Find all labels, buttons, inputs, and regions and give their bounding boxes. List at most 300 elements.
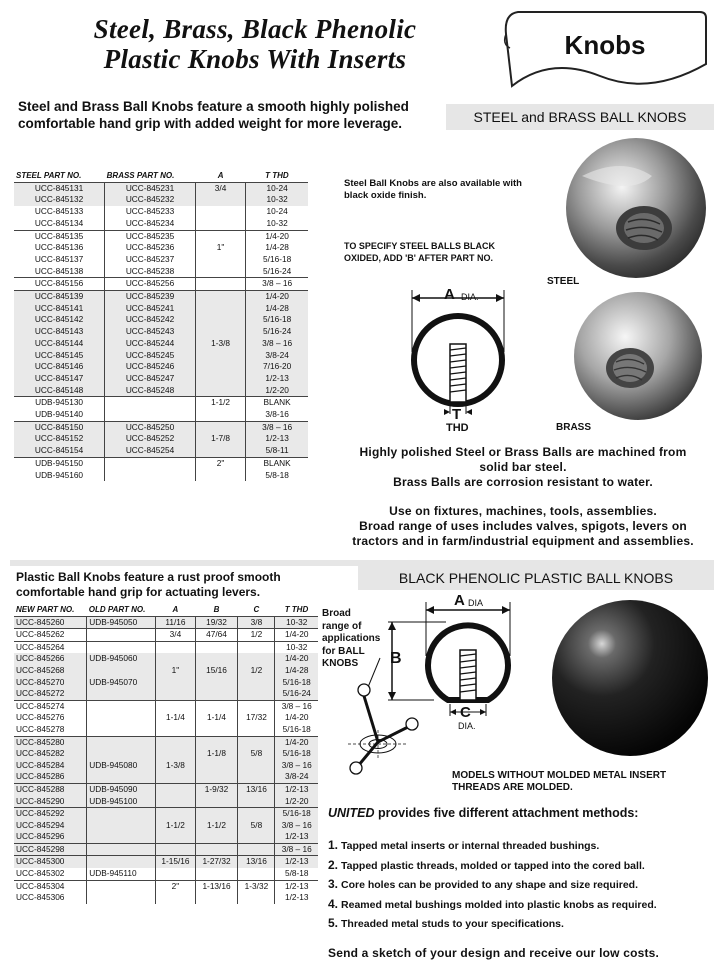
table-cell bbox=[238, 868, 275, 880]
table-cell bbox=[87, 880, 156, 892]
table-cell bbox=[195, 409, 245, 421]
table-cell: UCC-845282 bbox=[14, 748, 87, 760]
table-cell: UCC-845144 bbox=[14, 338, 105, 350]
table-cell: UCC-845133 bbox=[34, 206, 84, 217]
table-cell: UCC-845231 bbox=[105, 182, 196, 194]
table-cell: 10-24 bbox=[246, 182, 308, 194]
table-cell bbox=[156, 843, 195, 856]
table-cell bbox=[195, 361, 245, 373]
table-cell: UCC-845300 bbox=[14, 856, 87, 868]
col-steel-part: STEEL PART NO. bbox=[16, 171, 82, 180]
table-cell bbox=[105, 409, 196, 421]
table-cell: UCC-845278 bbox=[16, 723, 65, 734]
table-cell: 1/2-13 bbox=[275, 880, 318, 892]
table-cell bbox=[238, 688, 275, 700]
broad-line: range of bbox=[322, 620, 362, 632]
table-cell: UCC-845252 bbox=[105, 433, 196, 445]
table-cell: 1/4-20 bbox=[246, 230, 308, 242]
table-cell bbox=[195, 254, 245, 266]
steel-caption: STEEL bbox=[547, 276, 580, 287]
table-row bbox=[14, 433, 308, 445]
table-cell: UDB-945050 bbox=[87, 616, 156, 629]
table-cell bbox=[156, 868, 195, 880]
table-cell: UCC-845237 bbox=[105, 254, 196, 266]
table-cell: BLANK bbox=[246, 457, 308, 469]
table-cell bbox=[87, 736, 156, 748]
table-cell: UCC-845286 bbox=[14, 771, 87, 783]
brand-name: UNITED bbox=[328, 806, 375, 820]
page-title bbox=[10, 14, 500, 74]
table-cell: 5/8 bbox=[238, 820, 275, 832]
table-row bbox=[14, 700, 318, 712]
table-row bbox=[14, 385, 308, 397]
table-cell: 3/8-24 bbox=[275, 771, 318, 783]
table-cell: UCC-845136 bbox=[34, 242, 84, 253]
desc-line: Brass Balls are corrosion resistant to water. bbox=[393, 475, 653, 489]
diagram1-a-label: A bbox=[444, 286, 455, 303]
table-cell bbox=[156, 892, 195, 904]
table-cell: UCC-845272 bbox=[14, 688, 87, 700]
col-a: A bbox=[172, 605, 179, 614]
broad-line: KNOBS bbox=[322, 658, 359, 669]
table-cell: 10-24 bbox=[246, 206, 308, 218]
table-cell: 5/8 bbox=[238, 748, 275, 760]
table-cell bbox=[195, 278, 245, 291]
diagram1-t-label: T bbox=[452, 406, 462, 423]
table-cell: 1/4-20 bbox=[275, 712, 318, 724]
table-cell: 1-1/8 bbox=[195, 748, 238, 760]
col-c: C bbox=[253, 605, 260, 614]
table-cell: UCC-845148 bbox=[14, 385, 105, 397]
table-cell bbox=[156, 831, 195, 843]
table-cell bbox=[156, 641, 195, 653]
table-row bbox=[14, 748, 318, 760]
table-row bbox=[14, 373, 308, 385]
table-cell: UCC-845245 bbox=[105, 350, 196, 362]
table-row bbox=[14, 808, 318, 820]
table-cell bbox=[156, 748, 195, 760]
method-item bbox=[328, 856, 718, 876]
method-number: 3. bbox=[328, 877, 339, 891]
table-cell: UCC-845232 bbox=[105, 194, 196, 206]
table-cell bbox=[156, 724, 195, 736]
table-cell bbox=[87, 629, 156, 642]
table-cell bbox=[195, 314, 245, 326]
table-row bbox=[14, 856, 318, 868]
table-cell: UCC-845260 bbox=[14, 616, 87, 629]
table-cell: 13/16 bbox=[238, 783, 275, 795]
table-cell: 19/32 bbox=[195, 616, 238, 629]
table-cell bbox=[195, 760, 238, 772]
attachment-methods-list bbox=[328, 836, 718, 934]
table-cell bbox=[156, 736, 195, 748]
table-cell: UCC-845137 bbox=[34, 253, 84, 264]
table-cell: UDB-945070 bbox=[87, 677, 156, 689]
attachment-title-text: provides five different attachment methods: bbox=[374, 806, 639, 820]
steel-intro: Steel and Brass Ball Knobs feature a smooth highly polished comfortable hand grip with added weight for more leverage. bbox=[18, 99, 409, 131]
table-row bbox=[14, 194, 308, 206]
method-text: Core holes can be provided to any shape and size required. bbox=[341, 879, 639, 891]
table-cell: UCC-845150 bbox=[14, 421, 105, 433]
table-row bbox=[14, 182, 308, 194]
broad-line: for BALL bbox=[322, 645, 365, 657]
desc-line: Use on fixtures, machines, tools, assemblies. bbox=[389, 504, 657, 518]
table-cell: UCC-845266 bbox=[14, 653, 87, 665]
table-cell bbox=[238, 724, 275, 736]
table-cell: 10-32 bbox=[246, 194, 308, 206]
table-row bbox=[14, 783, 318, 795]
table-cell: UDB-945160 bbox=[35, 469, 84, 480]
table-cell: UCC-845154 bbox=[14, 445, 105, 457]
table-cell: 10-32 bbox=[246, 218, 308, 230]
broad-line: Broad bbox=[322, 608, 351, 619]
diagram2-c-label: C bbox=[460, 704, 471, 721]
table-row bbox=[14, 771, 318, 783]
table-cell: 1/2-13 bbox=[246, 373, 308, 385]
table-row bbox=[14, 291, 308, 303]
table-cell: 15/16 bbox=[195, 665, 238, 677]
table-row bbox=[14, 677, 318, 689]
table-cell: 1/2 bbox=[238, 665, 275, 677]
table-cell: 1/4-28 bbox=[275, 665, 318, 677]
table-row bbox=[14, 665, 318, 677]
table-cell: 3/8 – 16 bbox=[275, 700, 318, 712]
table-cell: UDB-945130 bbox=[14, 397, 105, 409]
models-line: THREADS ARE MOLDED. bbox=[452, 782, 573, 793]
table-cell: UCC-845142 bbox=[14, 314, 105, 326]
table-cell: 3/8 – 16 bbox=[246, 421, 308, 433]
desc-line: tractors and in farm/industrial equipment and assemblies. bbox=[352, 534, 694, 548]
table-cell bbox=[87, 820, 156, 832]
table-cell: UCC-845238 bbox=[105, 266, 196, 278]
table-row bbox=[14, 397, 308, 409]
table-cell: 1-1/2 bbox=[195, 397, 245, 409]
table-cell: 2" bbox=[195, 457, 245, 469]
table-row bbox=[14, 892, 318, 904]
table-cell: UCC-845138 bbox=[34, 265, 84, 276]
table-row bbox=[14, 218, 308, 230]
method-number: 4. bbox=[328, 896, 339, 911]
table-row bbox=[14, 641, 318, 653]
table-cell: 5/16-18 bbox=[275, 808, 318, 820]
table-cell: UDB-945080 bbox=[87, 760, 156, 772]
table-cell: UCC-845262 bbox=[14, 629, 87, 642]
table-cell: UCC-845135 bbox=[14, 230, 105, 242]
table-cell: 5/16-18 bbox=[246, 314, 308, 326]
table-row bbox=[14, 314, 308, 326]
table-cell bbox=[87, 808, 156, 820]
table-cell bbox=[87, 688, 156, 700]
table-row bbox=[14, 653, 318, 665]
table-cell: UCC-845152 bbox=[14, 433, 105, 445]
table-cell bbox=[195, 373, 245, 385]
table-row bbox=[14, 616, 318, 629]
diagram1-thd-label: THD bbox=[446, 422, 469, 434]
table-cell: 1/2-13 bbox=[275, 783, 318, 795]
table-cell bbox=[87, 831, 156, 843]
table-cell bbox=[195, 445, 245, 457]
table-cell: 5/16-18 bbox=[275, 748, 318, 760]
attachment-title bbox=[328, 806, 718, 820]
table-row bbox=[14, 338, 308, 350]
desc-line bbox=[330, 490, 716, 504]
table-cell bbox=[195, 653, 238, 665]
table-cell bbox=[195, 831, 238, 843]
method-number: 1. bbox=[328, 838, 339, 852]
table-row bbox=[14, 230, 308, 242]
table-row bbox=[14, 409, 308, 421]
table-cell bbox=[87, 843, 156, 856]
table-cell: 1/2-13 bbox=[275, 856, 318, 868]
table-row bbox=[14, 361, 308, 373]
table-cell bbox=[195, 421, 245, 433]
table-cell: 1/2 bbox=[238, 629, 275, 642]
table-cell: UCC-845290 bbox=[14, 796, 87, 808]
col-a: A bbox=[217, 171, 224, 180]
steel-ball-image bbox=[552, 136, 718, 286]
table-cell: 11/16 bbox=[156, 616, 195, 629]
table-cell: UCC-845264 bbox=[14, 641, 87, 653]
table-cell: UCC-845302 bbox=[16, 868, 65, 879]
table-cell bbox=[156, 653, 195, 665]
table-cell: BLANK bbox=[246, 397, 308, 409]
table-cell: 1/4-20 bbox=[275, 653, 318, 665]
table-cell: UDB-945060 bbox=[87, 653, 156, 665]
table-cell: UCC-845256 bbox=[105, 278, 196, 291]
table-cell: 1-13/16 bbox=[195, 880, 238, 892]
table-cell bbox=[195, 736, 238, 748]
table-cell bbox=[195, 326, 245, 338]
table-cell bbox=[156, 688, 195, 700]
table-cell: UCC-845243 bbox=[105, 326, 196, 338]
table-cell: UCC-845246 bbox=[105, 361, 196, 373]
table-cell bbox=[87, 856, 156, 868]
diagram2-dia-label: DIA bbox=[468, 598, 484, 608]
table-cell bbox=[156, 796, 195, 808]
table-cell: 5/16-24 bbox=[246, 266, 308, 278]
method-text: Tapped plastic threads, molded or tapped into the cored ball. bbox=[341, 859, 645, 872]
table-cell: 1" bbox=[156, 665, 195, 677]
table-cell: 3/8 – 16 bbox=[246, 338, 308, 350]
method-number: 5. bbox=[328, 916, 339, 930]
table-cell: UCC-845146 bbox=[14, 361, 105, 373]
method-item bbox=[328, 836, 718, 856]
desc-line: solid bar steel. bbox=[479, 460, 567, 474]
table-cell: 2" bbox=[156, 880, 195, 892]
table-cell: UCC-845294 bbox=[14, 820, 87, 832]
plastic-intro: Plastic Ball Knobs feature a rust proof smooth comfortable hand grip for actuating levers. bbox=[16, 570, 281, 599]
table-cell: UCC-845131 bbox=[14, 182, 105, 194]
table-row bbox=[14, 880, 318, 892]
table-cell: 1" bbox=[195, 242, 245, 254]
table-cell: 47/64 bbox=[195, 629, 238, 642]
table-cell: 1/2-13 bbox=[246, 433, 308, 445]
table-cell: 1-15/16 bbox=[156, 856, 195, 868]
knobs-label: Knobs bbox=[564, 30, 646, 60]
desc-line: Broad range of uses includes valves, spigots, levers on bbox=[359, 519, 687, 533]
col-b: B bbox=[213, 605, 220, 614]
table-cell: 3/8 – 16 bbox=[275, 843, 318, 856]
table-cell bbox=[87, 641, 156, 653]
models-note bbox=[452, 770, 714, 794]
table-cell: 1-9/32 bbox=[195, 783, 238, 795]
table-cell bbox=[87, 724, 156, 736]
table-row bbox=[14, 303, 308, 315]
table-cell: UDB-945140 bbox=[35, 409, 84, 420]
desc-line: Highly polished Steel or Brass Balls are machined from bbox=[359, 445, 687, 459]
table-row bbox=[14, 470, 308, 482]
table-row bbox=[14, 254, 308, 266]
table-row bbox=[14, 326, 308, 338]
table-row bbox=[14, 206, 308, 218]
table-cell bbox=[238, 831, 275, 843]
table-cell: UCC-845134 bbox=[34, 217, 84, 228]
table-cell: UCC-845141 bbox=[14, 303, 105, 315]
table-cell bbox=[195, 470, 245, 482]
table-cell: 5/16-18 bbox=[275, 677, 318, 689]
table-row bbox=[14, 421, 308, 433]
table-cell bbox=[238, 843, 275, 856]
table-row bbox=[14, 820, 318, 832]
table-cell bbox=[238, 653, 275, 665]
table-cell: 1/2-20 bbox=[246, 385, 308, 397]
table-row bbox=[14, 760, 318, 772]
table-cell bbox=[195, 194, 245, 206]
table-cell: 1/4-28 bbox=[246, 242, 308, 254]
table-cell: UDB-945090 bbox=[87, 783, 156, 795]
table-cell bbox=[105, 397, 196, 409]
table-cell: 1/2-13 bbox=[275, 831, 318, 843]
plastic-header: BLACK PHENOLIC PLASTIC BALL KNOBS bbox=[358, 566, 714, 590]
table-cell bbox=[87, 712, 156, 724]
table-row bbox=[14, 712, 318, 724]
method-number: 2. bbox=[328, 857, 339, 872]
table-cell bbox=[195, 230, 245, 242]
table-row bbox=[14, 831, 318, 843]
col-new-part: NEW PART NO. bbox=[16, 605, 75, 614]
table-row bbox=[14, 796, 318, 808]
table-cell: 1-3/32 bbox=[238, 880, 275, 892]
diagram1-dia-label: DIA. bbox=[461, 292, 479, 302]
table-cell: UCC-845233 bbox=[105, 206, 196, 218]
footer-note: Send a sketch of your design and receive our low costs. bbox=[328, 946, 660, 960]
table-cell: 5/8-11 bbox=[246, 445, 308, 457]
table-cell bbox=[195, 700, 238, 712]
col-thread: T THD bbox=[265, 171, 289, 180]
plastic-table bbox=[14, 604, 318, 904]
table-cell: 5/16-18 bbox=[275, 724, 318, 736]
table-cell: UCC-845284 bbox=[14, 760, 87, 772]
table-cell bbox=[195, 771, 238, 783]
table-cell: 1/4-20 bbox=[246, 291, 308, 303]
table-cell bbox=[238, 771, 275, 783]
table-cell: UCC-845132 bbox=[14, 194, 105, 206]
table-cell bbox=[195, 688, 238, 700]
table-cell bbox=[195, 843, 238, 856]
table-cell bbox=[156, 783, 195, 795]
table-cell: 1/4-28 bbox=[246, 303, 308, 315]
table-cell bbox=[105, 457, 196, 469]
diagram2-c-dia-label: DIA. bbox=[458, 721, 476, 731]
table-cell: UCC-845236 bbox=[105, 242, 196, 254]
table-cell: UCC-845268 bbox=[14, 665, 87, 677]
table-row bbox=[14, 868, 318, 880]
table-cell bbox=[156, 700, 195, 712]
method-text: Threaded metal studs to your specifications. bbox=[341, 918, 564, 930]
steel-brass-table bbox=[14, 170, 308, 481]
table-cell: 3/4 bbox=[195, 182, 245, 194]
table-cell bbox=[195, 266, 245, 278]
table-cell bbox=[87, 892, 156, 904]
table-row bbox=[14, 457, 308, 469]
brass-caption: BRASS bbox=[556, 422, 592, 433]
table-cell: 5/16-24 bbox=[246, 326, 308, 338]
table-cell bbox=[156, 677, 195, 689]
plastic-knob-diagram bbox=[384, 596, 520, 728]
table-cell: UCC-845280 bbox=[14, 736, 87, 748]
table-cell bbox=[195, 868, 238, 880]
table-cell bbox=[87, 665, 156, 677]
table-cell: UCC-845143 bbox=[14, 326, 105, 338]
broad-line: applications bbox=[322, 633, 381, 644]
table-cell: 3/8 – 16 bbox=[275, 820, 318, 832]
table-row bbox=[14, 688, 318, 700]
col-brass-part: BRASS PART NO. bbox=[106, 171, 175, 180]
diagram2-b-label: B bbox=[390, 650, 402, 667]
table-cell bbox=[238, 796, 275, 808]
method-item bbox=[328, 914, 718, 934]
table-cell bbox=[195, 724, 238, 736]
method-text: Tapped metal inserts or internal threaded bushings. bbox=[341, 840, 600, 852]
table-cell: 1-27/32 bbox=[195, 856, 238, 868]
table-cell: UCC-845292 bbox=[14, 808, 87, 820]
table-cell: UCC-845235 bbox=[105, 230, 196, 242]
table-cell: UCC-845248 bbox=[105, 385, 196, 397]
table-cell bbox=[195, 291, 245, 303]
table-row bbox=[14, 278, 308, 291]
table-cell: 13/16 bbox=[238, 856, 275, 868]
table-cell: UCC-845145 bbox=[14, 350, 105, 362]
table-cell bbox=[156, 808, 195, 820]
table-cell: 10-32 bbox=[275, 616, 318, 629]
table-cell: 17/32 bbox=[238, 712, 275, 724]
table-cell: 5/8-18 bbox=[275, 868, 318, 880]
table-cell: 1/4-20 bbox=[275, 736, 318, 748]
table-cell: UCC-845242 bbox=[105, 314, 196, 326]
table-cell: UCC-845254 bbox=[105, 445, 196, 457]
table-row bbox=[14, 350, 308, 362]
table-cell bbox=[195, 641, 238, 653]
table-cell: 3/8 bbox=[238, 616, 275, 629]
table-cell bbox=[195, 385, 245, 397]
table-cell: 3/4 bbox=[156, 629, 195, 642]
table-cell bbox=[238, 892, 275, 904]
method-text: Reamed metal bushings molded into plastic knobs as required. bbox=[341, 898, 657, 911]
table-cell: 5/16-18 bbox=[246, 254, 308, 266]
table-cell: UCC-845156 bbox=[14, 278, 105, 291]
table-cell: 1-3/8 bbox=[156, 760, 195, 772]
table-cell: UCC-845147 bbox=[14, 373, 105, 385]
table-cell bbox=[195, 677, 238, 689]
table-cell: 1/4-20 bbox=[275, 629, 318, 642]
table-cell bbox=[87, 700, 156, 712]
brass-ball-image bbox=[562, 290, 712, 426]
steel-oxide-spec-note: TO SPECIFY STEEL BALLS BLACK OXIDED, ADD 'B' AFTER PART NO. bbox=[344, 241, 496, 263]
table-row bbox=[14, 266, 308, 278]
table-cell bbox=[195, 218, 245, 230]
table-cell bbox=[87, 748, 156, 760]
models-line: MODELS WITHOUT MOLDED METAL INSERT bbox=[452, 770, 667, 781]
